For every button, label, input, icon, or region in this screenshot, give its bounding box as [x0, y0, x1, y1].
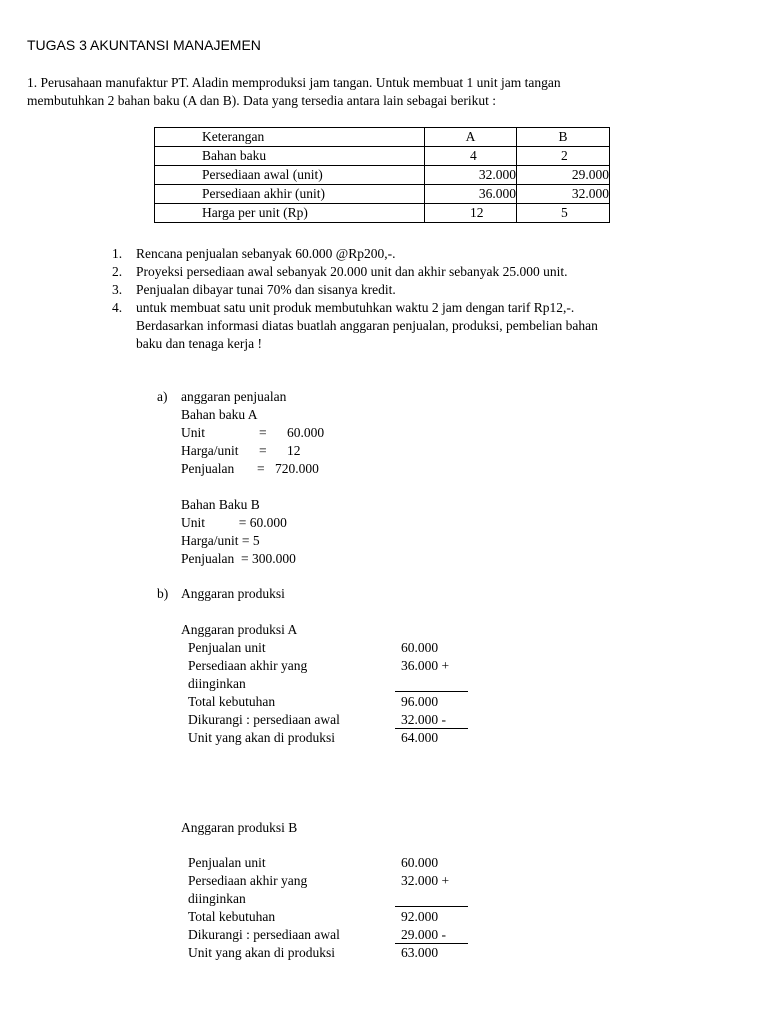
list-item-number: 2.	[112, 264, 123, 279]
prod-a-row-label: Total kebutuhan	[188, 694, 276, 709]
list-item: Proyeksi persediaan awal sebanyak 20.000 unit dan akhir sebanyak 25.000 unit.	[136, 264, 568, 279]
table-cell: 29.000	[517, 166, 610, 185]
table-cell: 4	[425, 147, 517, 166]
prod-b-row-label: Total kebutuhan	[188, 909, 276, 924]
bahan-a-unit-value: 60.000	[287, 425, 325, 440]
bahan-b-sales-line: Penjualan = 300.000	[181, 551, 296, 566]
prod-b-row-value: 32.000 +	[401, 873, 450, 888]
bahan-b-title: Bahan Baku B	[181, 497, 260, 512]
prod-b-row-label: Persediaan akhir yang	[188, 873, 308, 888]
prod-a-row-value: 96.000	[401, 694, 439, 709]
prod-b-row-value: 63.000	[401, 945, 439, 960]
table-cell: Persediaan akhir (unit)	[155, 185, 425, 204]
list-item-number: 4.	[112, 300, 123, 315]
bahan-a-sales-label: Penjualan	[181, 461, 235, 476]
bahan-a-price-eq: =	[259, 443, 267, 458]
prod-a-row-label: Unit yang akan di produksi	[188, 730, 335, 745]
list-item: untuk membuat satu unit produk membutuhkan waktu 2 jam dengan tarif Rp12,-.	[136, 300, 575, 315]
list-item-number: 3.	[112, 282, 123, 297]
prod-a-sum-line	[395, 691, 468, 692]
bahan-a-sales-value: 720.000	[275, 461, 319, 476]
table-row	[155, 147, 610, 166]
bahan-a-title: Bahan baku A	[181, 407, 258, 422]
prod-b-row-value: 60.000	[401, 855, 439, 870]
bahan-a-price-label: Harga/unit	[181, 443, 239, 458]
list-item: Penjualan dibayar tunai 70% dan sisanya kredit.	[136, 282, 396, 297]
answer-b-heading: Anggaran produksi	[181, 586, 285, 601]
instruction-line-1: Berdasarkan informasi diatas buatlah anggaran penjualan, produksi, pembelian bahan	[136, 318, 598, 333]
prod-a-row-value: 36.000 +	[401, 658, 450, 673]
prod-a-row-label: Dikurangi : persediaan awal	[188, 712, 340, 727]
bahan-a-unit-label: Unit	[181, 425, 206, 440]
question-line-1: 1. Perusahaan manufaktur PT. Aladin memproduksi jam tangan. Untuk membuat 1 unit jam tangan	[27, 75, 561, 90]
table-cell: Bahan baku	[155, 147, 425, 166]
prod-b-row-value: 92.000	[401, 909, 439, 924]
prod-b-row-label: Dikurangi : persediaan awal	[188, 927, 340, 942]
list-item: Rencana penjualan sebanyak 60.000 @Rp200,-.	[136, 246, 396, 261]
prod-b-row-label: Unit yang akan di produksi	[188, 945, 335, 960]
table-row	[155, 185, 610, 204]
table-cell: 2	[517, 147, 610, 166]
table-cell: 36.000	[425, 185, 517, 204]
list-item-number: 1.	[112, 246, 123, 261]
table-cell: Persediaan awal (unit)	[155, 166, 425, 185]
answer-a-marker: a)	[157, 389, 168, 404]
bahan-a-price-value: 12	[287, 443, 301, 458]
table-header-cell: Keterangan	[155, 128, 425, 147]
prod-a-row-value: 60.000	[401, 640, 439, 655]
bahan-a-sales-eq: =	[257, 461, 265, 476]
prod-a-row-label: Penjualan unit	[188, 640, 266, 655]
prod-b-title: Anggaran produksi B	[181, 820, 298, 835]
prod-a-title: Anggaran produksi A	[181, 622, 298, 637]
table-cell: 32.000	[517, 185, 610, 204]
answer-b-marker: b)	[157, 586, 169, 601]
prod-a-row-value: 32.000 -	[401, 712, 446, 727]
answer-a-heading: anggaran penjualan	[181, 389, 287, 404]
prod-b-row-label: diinginkan	[188, 891, 246, 906]
table-cell: 5	[517, 204, 610, 223]
document-title: TUGAS 3 AKUNTANSI MANAJEMEN	[27, 37, 261, 53]
bahan-b-price-line: Harga/unit = 5	[181, 533, 260, 548]
table-cell: 32.000	[425, 166, 517, 185]
question-line-2: membutuhkan 2 bahan baku (A dan B). Data yang tersedia antara lain sebagai berikut :	[27, 93, 496, 108]
table-cell: Harga per unit (Rp)	[155, 204, 425, 223]
bahan-a-unit-eq: =	[259, 425, 267, 440]
data-table	[154, 127, 610, 223]
prod-b-row-value: 29.000 -	[401, 927, 446, 942]
prod-a-row-value: 64.000	[401, 730, 439, 745]
table-header-row	[155, 128, 610, 147]
prod-a-row-label: Persediaan akhir yang	[188, 658, 308, 673]
prod-b-sum-line	[395, 906, 468, 907]
table-header-cell: A	[425, 128, 517, 147]
bahan-b-unit-line: Unit = 60.000	[181, 515, 287, 530]
table-header-cell: B	[517, 128, 610, 147]
instruction-line-2: baku dan tenaga kerja !	[136, 336, 262, 351]
table-row	[155, 204, 610, 223]
prod-a-row-label: diinginkan	[188, 676, 246, 691]
table-row	[155, 166, 610, 185]
prod-b-row-label: Penjualan unit	[188, 855, 266, 870]
table-cell: 12	[425, 204, 517, 223]
